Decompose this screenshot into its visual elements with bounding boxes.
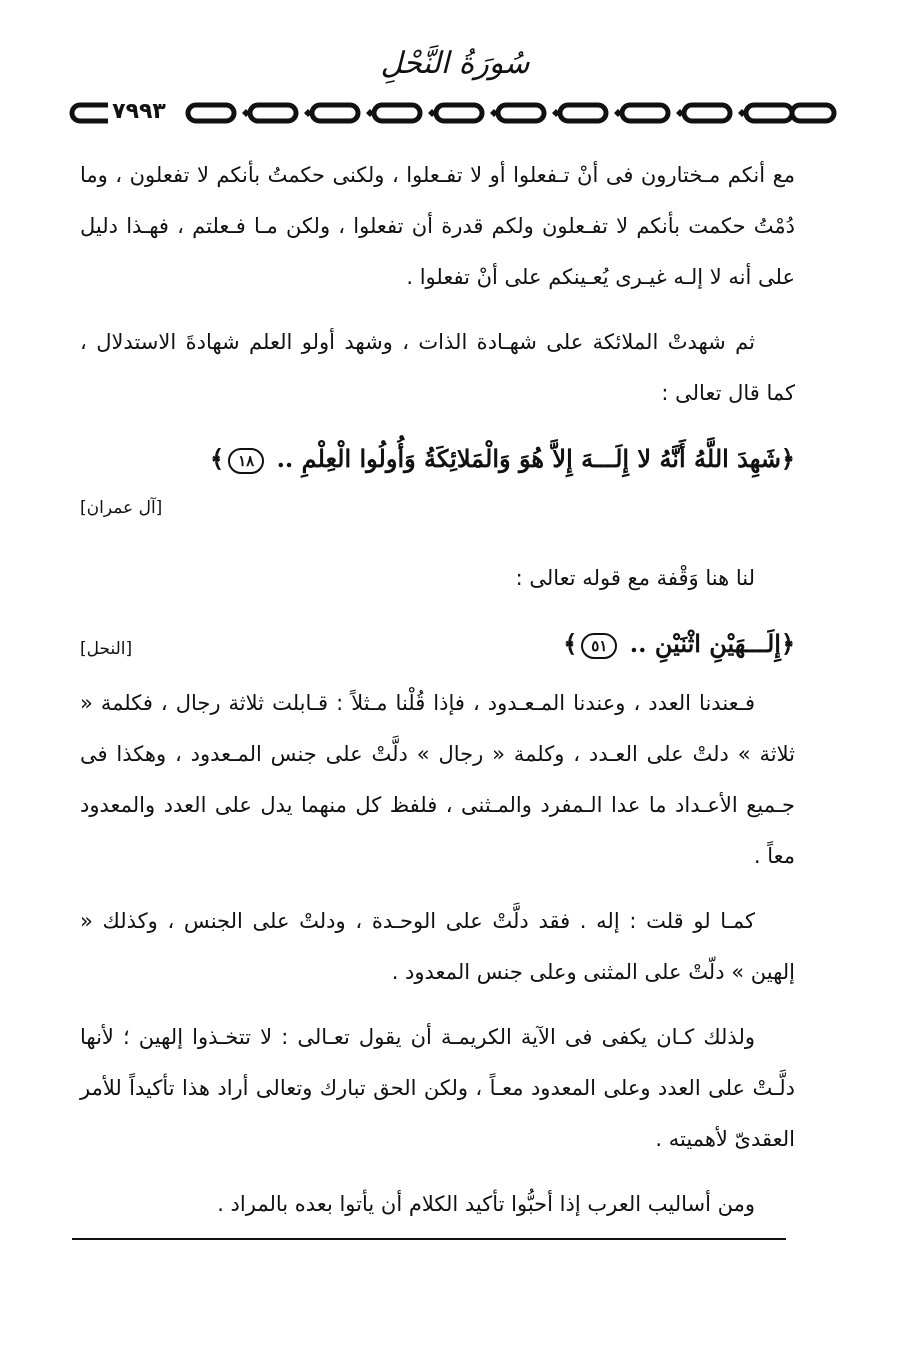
quran-verse-2 bbox=[563, 618, 795, 669]
verse-2-close-bracket: ﴾ bbox=[563, 629, 578, 658]
verse-2-reference: [النحل] bbox=[80, 639, 133, 659]
paragraph-2: ثم شهدتْ الملائكة على شهـادة الذات ، وشهد أولو العلم شهادةَ الاستدلال ، كما قال تعالى : bbox=[80, 330, 795, 405]
ayah-number-2: ٥١ bbox=[581, 633, 617, 659]
verse-1-text: ﴿شَهِدَ اللَّهُ أَنَّهُ لا إِلَـــهَ إِلاَّ هُوَ وَالْمَلائِكَةُ وَأُولُوا الْعِلْمِ .. bbox=[276, 444, 795, 473]
verse-1-reference: [آل عمران] bbox=[80, 498, 163, 518]
page-number: ٧٩٩٣ bbox=[108, 96, 170, 128]
paragraph-3: لنا هنا وَقْفة مع قوله تعالى : bbox=[515, 566, 755, 590]
paragraph-1: مع أنكم مـختارون فى أنْ تـفعلوا أو لا تفـعلوا ، ولكنى حكمتُ بأنكم لا تفعلون ، وما دُمْتُ حكمت بأنكم لا تفـعلون ولكم قدرة أن تفعلوا ، ولكن مـا فـعلتم ، فهـذا دليل على أنه لا إلـه غيـرى يُعـينكم على أنْ تفعلوا . bbox=[80, 163, 795, 289]
verse-2-text: ﴿إِلَـــهَيْنِ اثْنَيْنِ .. bbox=[629, 629, 795, 658]
paragraph-6: ولذلك كـان يكفى فى الآية الكريمـة أن يقول تعـالى : لا تتخـذوا إلهين ؛ لأنها دلَّـتْ على العدد وعلى المعدود معـاً ، ولكن الحق تبارك وتعالى أراد هذا تأكيداً للأمر العقدىّ لأهميته . bbox=[80, 1025, 795, 1151]
quran-verse-1 bbox=[210, 433, 795, 484]
verse-block-2 bbox=[80, 618, 795, 678]
ornamental-border bbox=[68, 98, 838, 128]
paragraph-7: ومن أساليب العرب إذا أحبُّوا تأكيد الكلام أن يأتوا بعده بالمراد . bbox=[217, 1192, 755, 1216]
footer-divider bbox=[72, 1238, 786, 1240]
verse-1-close-bracket: ﴾ bbox=[210, 444, 225, 473]
page-body bbox=[80, 150, 795, 1244]
ayah-number-1: ١٨ bbox=[228, 448, 264, 474]
surah-title: سُورَةُ النَّحْلِ bbox=[380, 46, 530, 81]
paragraph-5: كمـا لو قلت : إله . فقد دلَّتْ على الوحـدة ، ودلتْ على الجنس ، وكذلك « إلهين » دلّتْ على المثنى وعلى جنس المعدود . bbox=[80, 909, 795, 984]
verse-block-1 bbox=[80, 433, 795, 493]
paragraph-4: فـعندنا العدد ، وعندنا المـعـدود ، فإذا قُلْنا مـثلاً : قـابلت ثلاثة رجال ، فكلمة « ثلاثة » دلتْ على العـدد ، وكلمة « رجال » دلَّتْ على جنس المـعدود ، وهكذا فى جـميع الأعـداد ما عدا الـمفرد والمـثنى ، فلفظ كل منهما يدل على العدد والمعدود معاً . bbox=[80, 691, 795, 868]
page-header bbox=[0, 40, 905, 140]
